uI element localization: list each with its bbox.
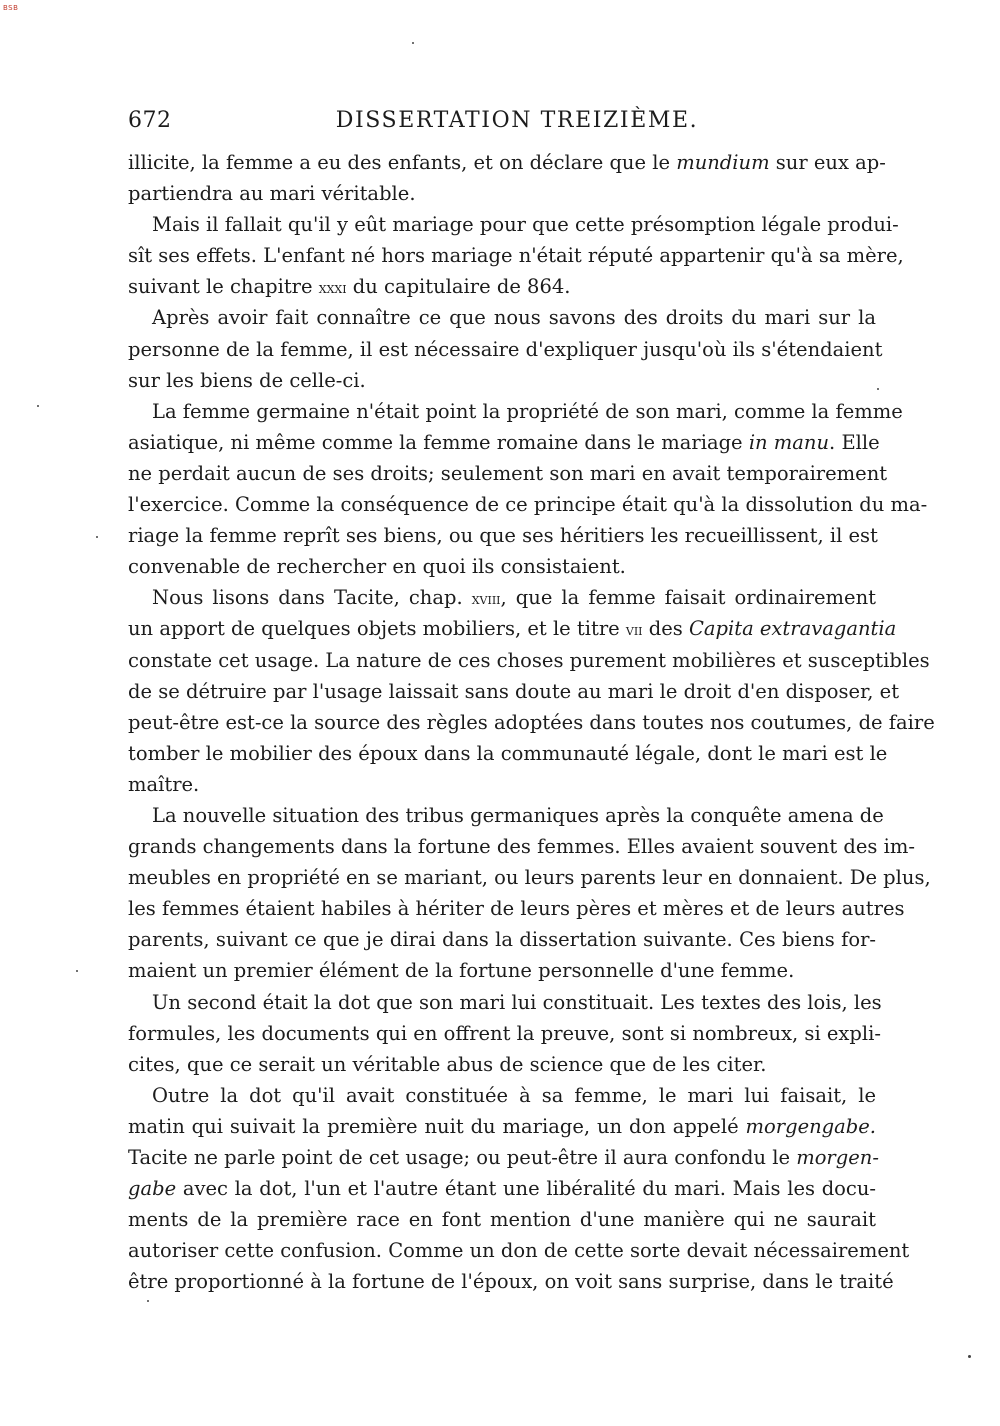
text-segment: un apport de quelques objets mobiliers, et le titre (128, 617, 626, 641)
paragraph (128, 396, 928, 583)
text-line: sît ses effets. L'enfant né hors mariage n'était réputé appartenir qu'à sa mère, (128, 244, 904, 268)
text-line: cites, que ce serait un véritable abus de science que de les citer. (128, 1052, 767, 1076)
text-line: personne de la femme, il est nécessaire d'expliquer jusqu'où ils s'étendaient (128, 337, 883, 361)
text-line: La femme germaine n'était point la propriété de son mari, comme la femme (152, 399, 903, 423)
paragraph (128, 987, 882, 1080)
text-segment: . Elle (829, 430, 880, 454)
text-line (128, 1142, 879, 1173)
text-line (128, 427, 880, 458)
text-line: maient un premier élément de la fortune personnelle d'une femme. (128, 959, 795, 983)
text-line: Mais il fallait qu'il y eût mariage pour que cette présomption légale produi- (152, 213, 899, 237)
paragraph (128, 800, 931, 987)
text-line: tomber le mobilier des époux dans la communauté légale, dont le mari est le (128, 741, 888, 765)
text-line (128, 1173, 876, 1204)
text-segment: , que la femme faisait ordinairement (500, 586, 876, 610)
text-line: peut-être est-ce la source des règles adoptées dans toutes nos coutumes, de faire (128, 710, 935, 734)
paragraph (128, 302, 883, 395)
italic-term: morgen- (796, 1146, 879, 1169)
text-line: riage la femme reprît ses biens, ou que ses héritiers les recueillissent, il est (128, 524, 878, 548)
text-line: être proportionné à la fortune de l'époux, on voit sans surprise, dans le traité (128, 1270, 894, 1294)
text-line: partiendra au mari véritable. (128, 182, 416, 206)
text-line (128, 271, 876, 302)
page-number: 672 (128, 108, 172, 133)
roman-numeral: xviii (471, 589, 501, 609)
text-line: Un second était la dot que son mari lui constituait. Les textes des lois, les (152, 990, 882, 1014)
italic-term: morgengabe. (745, 1114, 876, 1138)
scan-speck (412, 42, 414, 44)
page-header (128, 108, 876, 138)
scan-speck (37, 405, 39, 407)
text-line: sur les biens de celle-ci. (128, 368, 366, 392)
text-line: parents, suivant ce que je dirai dans la dissertation suivante. Ces biens for- (128, 928, 876, 952)
library-watermark: BSB (3, 4, 19, 12)
text-line: convenable de rechercher en quoi ils consistaient. (128, 555, 626, 579)
scan-speck (877, 388, 879, 390)
text-segment: Tacite ne parle point de cet usage; ou peut-être il aura confondu le (128, 1146, 797, 1169)
text-segment: avec la dot, l'un et l'autre étant une libéralité du mari. Mais les docu- (176, 1177, 876, 1201)
scan-speck (96, 536, 98, 538)
text-line: les femmes étaient habiles à hériter de leurs pères et mères et de leurs autres (128, 897, 905, 921)
text-line (128, 613, 897, 644)
text-line: Outre la dot qu'il avait constituée à sa femme, le mari lui faisait, le (152, 1083, 876, 1107)
text-line (128, 147, 886, 178)
text-segment: matin qui suivait la première nuit du mariage, un don appelé (128, 1114, 746, 1138)
text-segment: illicite, la femme a eu des enfants, et on déclare que le (128, 151, 677, 174)
scan-speck (968, 1355, 971, 1358)
text-segment: sur eux ap- (769, 151, 886, 174)
text-line: formules, les documents qui en offrent la preuve, sont si nombreux, si expli- (128, 1021, 881, 1045)
text-line: La nouvelle situation des tribus germaniques après la conquête amena de (152, 803, 884, 827)
text-segment: Nous lisons dans Tacite, chap. (152, 586, 472, 610)
text-segment: des (642, 617, 689, 641)
text-segment: suivant le chapitre (128, 275, 319, 299)
running-title: DISSERTATION TREIZIÈME. (335, 108, 699, 133)
paragraph (128, 147, 886, 209)
italic-term: gabe (128, 1177, 177, 1201)
text-line: constate cet usage. La nature de ces choses purement mobilières et susceptibles (128, 648, 930, 672)
text-line (128, 1111, 876, 1142)
text-line: autoriser cette confusion. Comme un don de cette sorte devait nécessairement (128, 1239, 910, 1263)
text-line: l'exercice. Comme la conséquence de ce principe était qu'à la dissolution du ma- (128, 493, 928, 517)
text-line: grands changements dans la fortune des femmes. Elles avaient souvent des im- (128, 835, 915, 859)
text-line: maître. (128, 772, 200, 796)
scan-speck (76, 970, 78, 972)
text-line: ne perdait aucun de ses droits; seulement son mari en avait temporairement (128, 461, 888, 485)
text-segment: du capitulaire de 864. (346, 275, 571, 299)
text-line: Après avoir fait connaître ce que nous savons des droits du mari sur la (152, 306, 876, 330)
text-line: de se détruire par l'usage laissait sans doute au mari le droit d'en disposer, et (128, 679, 900, 703)
body-text (128, 147, 935, 1297)
roman-numeral: xxxi (318, 278, 347, 298)
text-segment: asiatique, ni même comme la femme romaine dans le mariage (128, 430, 749, 454)
italic-term: in manu (748, 430, 830, 454)
paragraph (128, 1080, 910, 1298)
italic-term: mundium (676, 151, 770, 174)
text-line: meubles en propriété en se mariant, ou leurs parents leur en donnaient. De plus, (128, 866, 931, 890)
paragraph (128, 209, 904, 302)
paragraph (128, 582, 935, 800)
text-line: ments de la première race en font mention d'une manière qui ne saurait (128, 1208, 876, 1232)
text-line (128, 582, 876, 613)
italic-term: Capita extravagantia (688, 617, 897, 641)
scan-speck (147, 1300, 149, 1302)
roman-numeral: vii (625, 620, 643, 640)
